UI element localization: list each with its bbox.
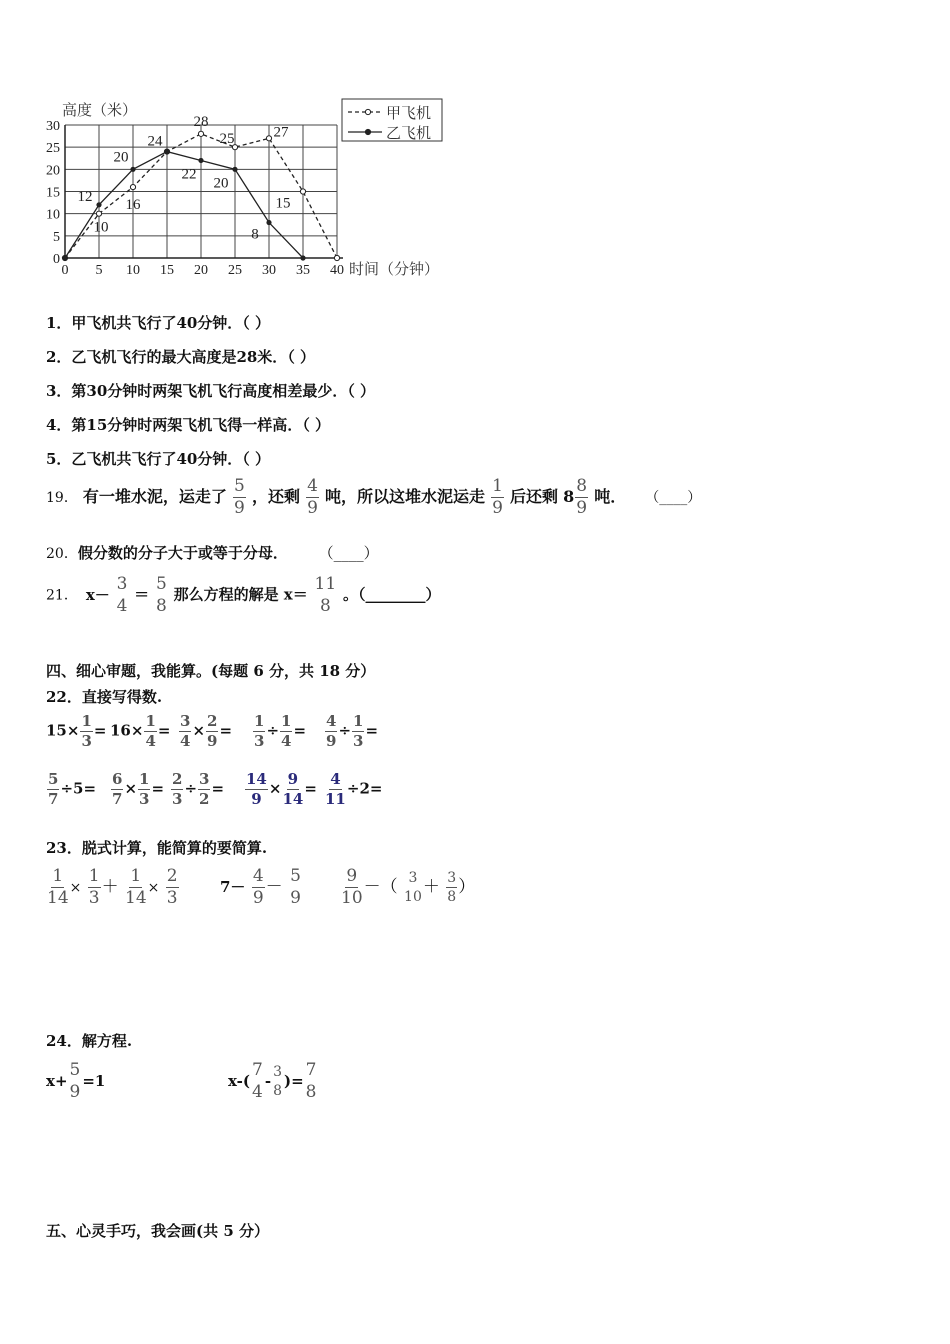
fraction: 5 8 (155, 574, 167, 616)
fraction: $\frac{4}{11}$ (325, 770, 346, 808)
fraction: $\frac{3}{4}$ (180, 712, 191, 750)
q22-item-9: $\frac{14}{9}$ × $\frac{9}{14}$ = (246, 770, 317, 808)
y-axis-label: 高度（米） (62, 103, 138, 119)
q23-expression-3: $\frac{9}{10}$ －（ 3 10 ＋ $\frac{3}{8}$ ） (341, 866, 476, 908)
y-tick-label: 5 (53, 229, 60, 245)
q19-text-2: ，还剩 (251, 487, 300, 506)
fraction: $\frac{9}{14}$ (282, 770, 304, 808)
data-label: 28 (193, 113, 209, 130)
data-label: 12 (77, 188, 93, 205)
q24-equation-2: x-( 7 4 - 3 8 )= 7 8 (228, 1060, 317, 1102)
fraction: $\frac{8}{9}$ (576, 476, 588, 518)
data-label: 20 (113, 149, 129, 166)
data-label: 24 (147, 133, 163, 150)
q22-item-7: $\frac{6}{7}$ × $\frac{1}{3}$ = (112, 770, 165, 808)
fraction: 3 4 (116, 574, 128, 616)
legend-marker (365, 109, 370, 114)
fraction: 11 8 (314, 574, 337, 616)
q19-text-5: 吨． (594, 487, 627, 506)
q19-text-4: 后还剩 (510, 487, 559, 506)
q22-item-6: $\frac{5}{7}$ ÷5= (48, 770, 97, 808)
mixed-whole: 8 (563, 487, 575, 506)
x-tick-label: 5 (95, 263, 103, 278)
fraction: 7 8 (305, 1060, 317, 1102)
y-tick-label: 10 (46, 207, 60, 223)
judge-question-2: 2．乙飞机飞行的最大高度是28米．（ ） (46, 348, 316, 366)
fraction: 5 9 (290, 866, 301, 908)
y-tick-label: 30 (46, 119, 60, 134)
fraction: $\frac{2}{3}$ (172, 770, 183, 808)
fraction: $\frac{4}{9}$ (326, 712, 337, 750)
fraction: 3 8 (273, 1064, 282, 1099)
line-chart (40, 95, 460, 285)
data-label: 15 (275, 195, 291, 212)
question-number: 19． (46, 490, 78, 506)
data-point-jia (130, 184, 135, 189)
fraction: $\frac{2}{3}$ (166, 866, 178, 908)
q22-item-3: $\frac{3}{4}$ × $\frac{2}{9}$ = (180, 712, 233, 750)
data-label: 27 (273, 124, 289, 141)
fraction: $\frac{5}{9}$ (234, 476, 245, 518)
fraction: $\frac{1}{14}$ (125, 866, 147, 908)
legend-marker (365, 129, 370, 134)
q24-equation-1: x+ 5 9 =1 (46, 1060, 106, 1102)
q23-expression-1: $\frac{1}{14}$ × $\frac{1}{3}$ ＋ $\frac{1}{14}$ × $\frac{2}{3}$ (47, 866, 178, 908)
x-tick-label: 25 (228, 263, 242, 278)
fraction: $\frac{1}{14}$ (47, 866, 69, 908)
legend-label: 乙飞机 (386, 126, 432, 142)
x-tick-label: 15 (160, 263, 174, 278)
data-point-yi (96, 202, 101, 207)
data-point-yi (62, 255, 67, 260)
data-label: 10 (93, 219, 109, 236)
x-tick-label: 0 (61, 263, 69, 278)
data-label: 8 (251, 226, 259, 243)
fraction: 3 10 (404, 870, 422, 905)
fraction: $\frac{1}{3}$ (254, 712, 265, 750)
question-number: 21． (46, 587, 78, 604)
y-tick-label: 20 (46, 163, 60, 179)
y-tick-label: 0 (53, 252, 60, 267)
question-20 (46, 542, 379, 563)
data-point-jia (334, 255, 339, 260)
x-tick-label: 10 (126, 263, 140, 278)
section-5-heading: 五、心灵手巧，我会画(共 5 分） (46, 1222, 269, 1240)
judge-question-3: 3．第30分钟时两架飞机飞行高度相差最少．（ ） (46, 382, 376, 400)
fraction: $\frac{1}{3}$ (139, 770, 150, 808)
fraction: 7 4 (252, 1060, 263, 1102)
data-point-yi (130, 167, 135, 172)
fraction: $\frac{1}{9}$ (492, 476, 503, 518)
chart-legend (342, 99, 442, 142)
q22-item-1: 15× $\frac{1}{3}$ = (46, 712, 107, 750)
question-number: 20． (46, 546, 78, 562)
judge-question-4: 4．第15分钟时两架飞机飞得一样高．（ ） (46, 416, 331, 434)
answer-blank[interactable]: （____） (645, 490, 702, 506)
fraction: $\frac{5}{7}$ (48, 770, 59, 808)
question-21 (46, 576, 440, 615)
question-24-title: 24．解方程. (46, 1032, 133, 1050)
q22-item-4: $\frac{1}{3}$ ÷ $\frac{1}{4}$ = (254, 712, 307, 750)
fraction: $\frac{6}{7}$ (112, 770, 123, 808)
q23-expression-2: 7－ $\frac{4}{9}$ － 5 9 (220, 866, 301, 908)
q21-x: x－ (85, 585, 110, 604)
answer-blank[interactable]: （____） (318, 544, 379, 562)
data-point-yi (266, 220, 271, 225)
q19-text-3: 吨，所以这堆水泥运走 (324, 487, 485, 506)
fraction: $\frac{1}{4}$ (145, 712, 156, 750)
q21-text: 那么方程的解是 x＝ (173, 585, 308, 604)
q22-item-2: 16× $\frac{1}{4}$ = (110, 712, 171, 750)
q20-text: 假分数的分子大于或等于分母． (77, 544, 288, 562)
fraction: $\frac{2}{9}$ (207, 712, 218, 750)
judge-question-1: 1．甲飞机共飞行了40分钟．（ ） (46, 314, 271, 332)
answer-blank[interactable]: 。（________） (342, 585, 441, 604)
data-point-jia (198, 131, 203, 136)
section-4-heading: 四、细心审题，我能算。(每题 6 分，共 18 分） (46, 662, 376, 680)
fraction: 5 9 (69, 1060, 81, 1102)
y-tick-label: 25 (46, 141, 60, 157)
fraction: $\frac{9}{10}$ (341, 866, 363, 908)
question-19 (46, 478, 701, 517)
q19-text-1: 有一堆水泥，运走了 (82, 487, 227, 506)
data-point-yi (164, 149, 169, 154)
x-tick-label: 40 (330, 263, 344, 278)
question-23-title: 23．脱式计算，能简算的要简算. (46, 839, 268, 857)
chart-grid (65, 125, 337, 258)
equals: ＝ (134, 585, 150, 604)
data-point-jia (96, 211, 101, 216)
legend-label: 甲飞机 (386, 106, 432, 122)
x-axis-label: 时间（分钟） (349, 262, 440, 278)
fraction: $\frac{14}{9}$ (246, 770, 267, 808)
q22-item-5: $\frac{4}{9}$ ÷ $\frac{1}{3}$ = (326, 712, 379, 750)
data-label: 22 (181, 166, 197, 183)
data-point-yi (300, 255, 305, 260)
q22-item-10: $\frac{4}{11}$ ÷2= (325, 770, 383, 808)
x-tick-label: 20 (194, 263, 208, 278)
y-tick-label: 15 (46, 185, 60, 201)
q22-item-8: $\frac{2}{3}$ ÷ $\frac{3}{2}$ = (172, 770, 225, 808)
fraction: $\frac{1}{4}$ (281, 712, 292, 750)
fraction: $\frac{4}{9}$ (252, 866, 264, 908)
fraction: $\frac{1}{3}$ (353, 712, 364, 750)
fraction: $\frac{3}{8}$ (447, 870, 457, 905)
fraction: $\frac{4}{9}$ (307, 476, 318, 518)
fraction: $\frac{1}{3}$ (81, 712, 92, 750)
data-point-jia (266, 136, 271, 141)
x-tick-label: 30 (262, 263, 276, 278)
data-label: 16 (125, 197, 141, 214)
data-point-yi (232, 167, 237, 172)
fraction: $\frac{1}{3}$ (88, 866, 100, 908)
data-point-yi (198, 158, 203, 163)
fraction: $\frac{3}{2}$ (199, 770, 210, 808)
question-22-title: 22．直接写得数. (46, 688, 163, 706)
x-tick-label: 35 (296, 263, 310, 278)
data-label: 25 (219, 131, 235, 148)
data-point-jia (300, 189, 305, 194)
judge-question-5: 5．乙飞机共飞行了40分钟．（ ） (46, 450, 271, 468)
data-label: 20 (213, 175, 229, 192)
